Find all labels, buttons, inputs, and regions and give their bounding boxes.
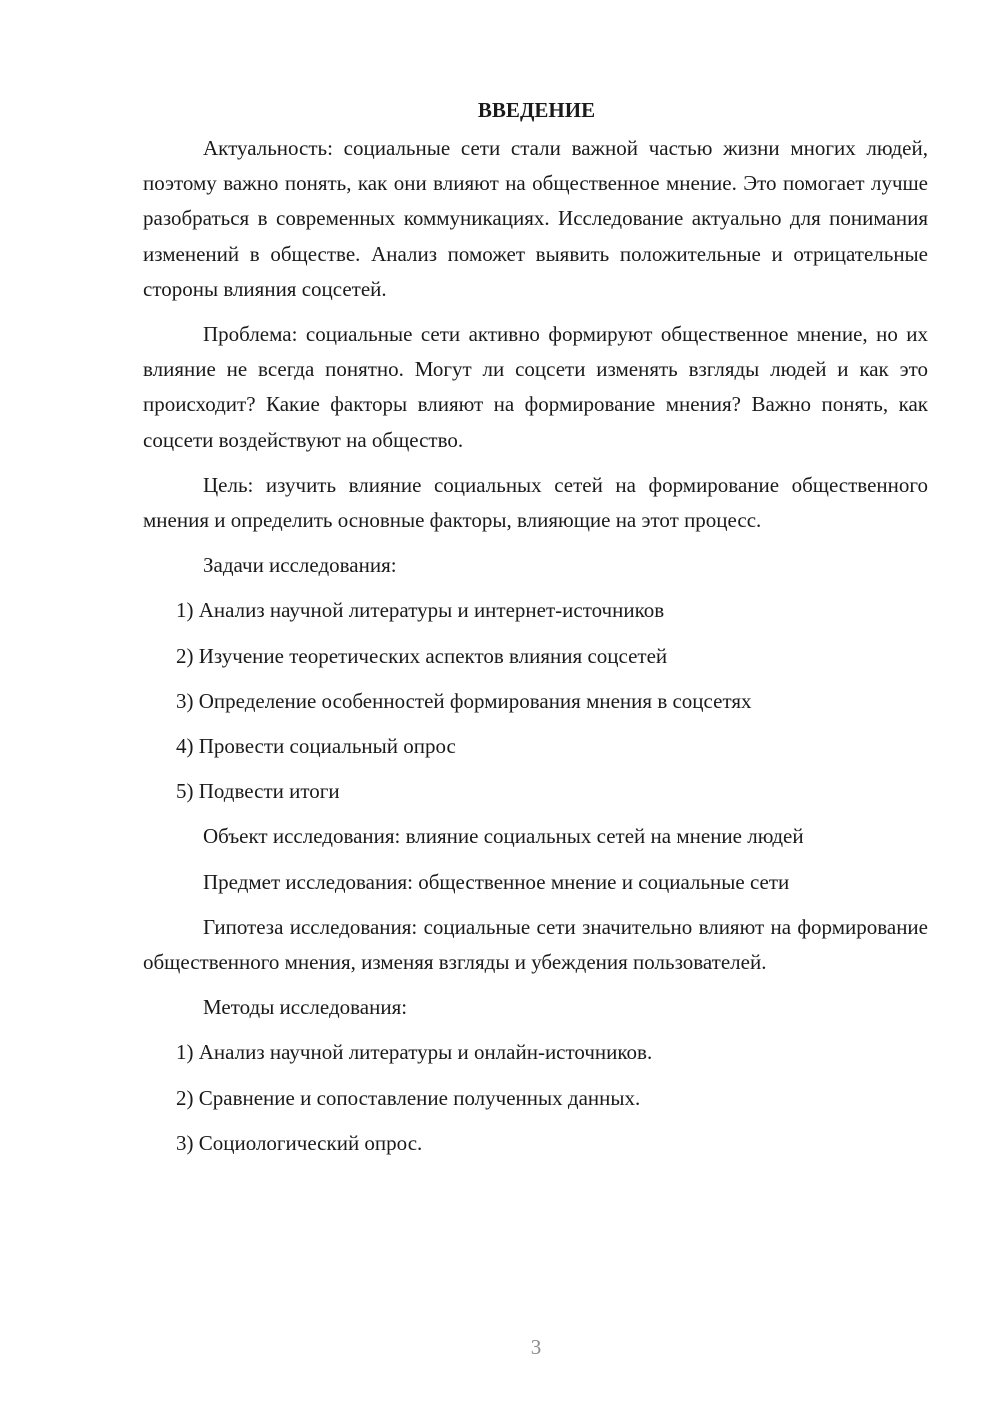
subject-paragraph: Предмет исследования: общественное мнение и социальные сети xyxy=(203,869,790,894)
task-item-5: 5) Подвести итоги xyxy=(176,779,340,804)
task-item-3: 3) Определение особенностей формирования мнения в соцсетях xyxy=(176,688,752,713)
method-item-2: 2) Сравнение и сопоставление полученных данных. xyxy=(176,1085,641,1110)
object-paragraph: Объект исследования: влияние социальных сетей на мнение людей xyxy=(203,824,804,849)
tasks-heading: Задачи исследования: xyxy=(203,553,397,578)
task-item-1: 1) Анализ научной литературы и интернет-источников xyxy=(176,598,665,623)
task-item-4: 4) Провести социальный опрос xyxy=(176,734,456,759)
hypothesis-paragraph: Гипотеза исследования: социальные сети значительно влияют на формирование общественного мнения, изменяя взгляды и убеждения пользователей. xyxy=(143,914,928,975)
method-item-3: 3) Социологический опрос. xyxy=(176,1130,423,1155)
problem-paragraph: Проблема: социальные сети активно формируют общественное мнение, но их влияние не всегда понятно. Могут ли соцсети изменять взгляды людей и как это происходит? Какие факторы влияют на формирование мнения? Важно понять, как соцсети воздействуют на общество. xyxy=(143,322,928,452)
task-item-2: 2) Изучение теоретических аспектов влияния соцсетей xyxy=(176,643,668,668)
section-title: ВВЕДЕНИЕ xyxy=(477,98,596,122)
relevance-paragraph: Актуальность: социальные сети стали важной частью жизни многих людей, поэтому важно понять, как они влияют на общественное мнение. Это помогает лучше разобраться в современных коммуникациях. Исследование актуально для понимания изменений в обществе. Анализ поможет выявить положительные и отрицательные стороны влияния соцсетей. xyxy=(143,136,928,301)
page-number: 3 xyxy=(530,1335,542,1359)
methods-heading: Методы исследования: xyxy=(203,995,408,1020)
page-content xyxy=(143,95,928,1171)
goal-paragraph: Цель: изучить влияние социальных сетей на формирование общественного мнения и определить основные факторы, влияющие на этот процесс. xyxy=(143,472,928,533)
method-item-1: 1) Анализ научной литературы и онлайн-источников. xyxy=(176,1040,653,1065)
